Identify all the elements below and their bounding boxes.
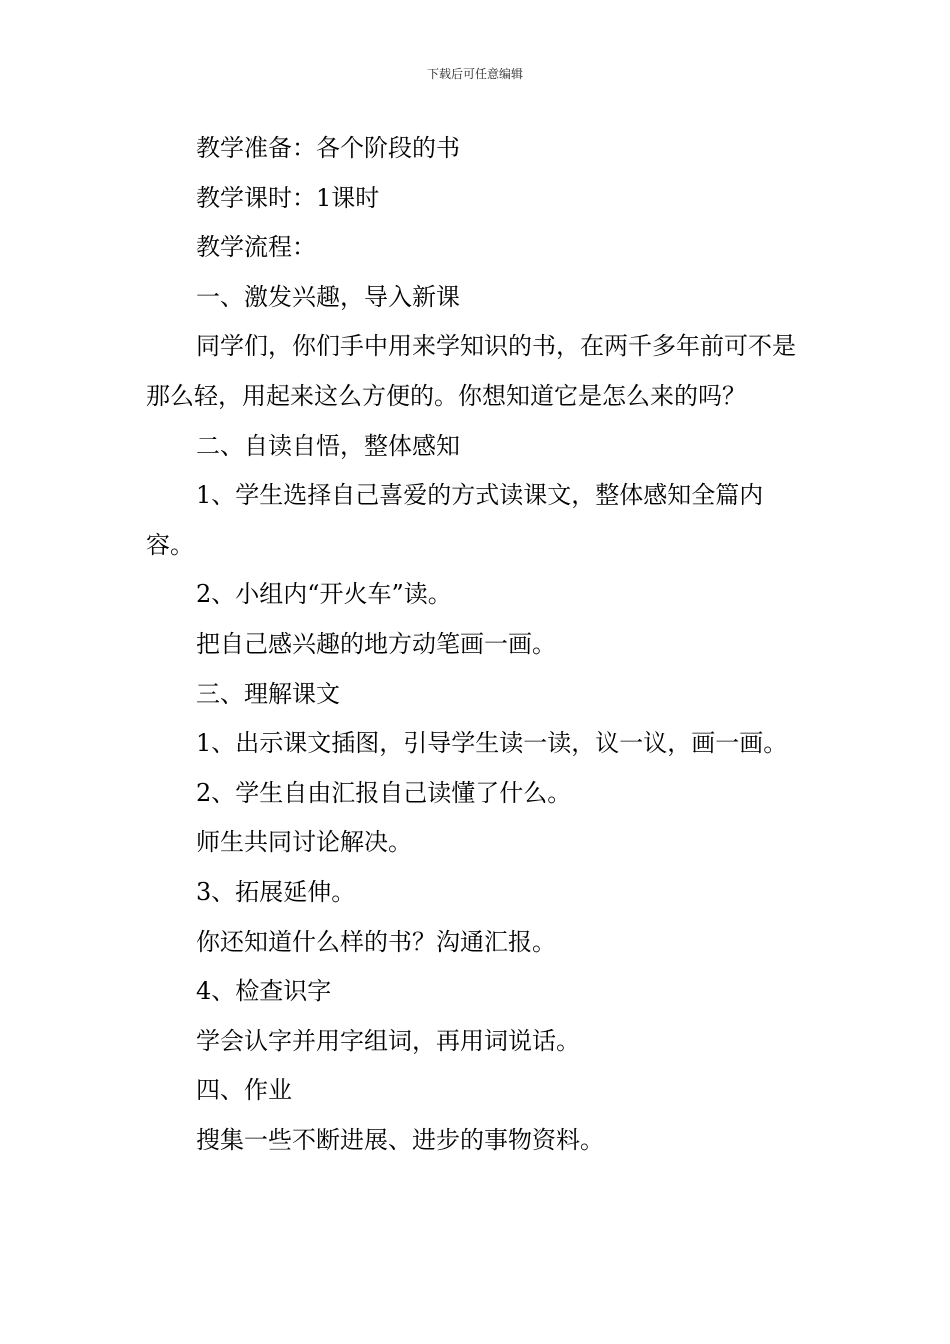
paragraph-text: 搜集一些不断进展、进步的事物资料。 xyxy=(196,1125,604,1154)
paragraph-text: 学会认字并用字组词，再用词说话。 xyxy=(196,1026,580,1055)
paragraph-text: 把自己感兴趣的地方动笔画一画。 xyxy=(196,629,556,658)
document-body xyxy=(146,124,810,1165)
list-item: 1、学生选择自己喜爱的方式读课文，整体感知全篇内容。 xyxy=(146,481,764,559)
paragraph-class-hours: 教学课时：1课时 xyxy=(196,183,380,212)
list-item: 1、出示课文插图，引导学生读一读，议一议，画一画。 xyxy=(196,729,788,758)
section-heading-3: 三、理解课文 xyxy=(196,679,340,708)
paragraph-intro: 同学们，你们手中用来学知识的书，在两千多年前可不是那么轻，用起来这么方便的。你想知道它是怎么来的吗？ xyxy=(146,332,796,410)
section-heading-2: 二、自读自悟，整体感知 xyxy=(196,431,460,460)
paragraph-text: 你还知道什么样的书？沟通汇报。 xyxy=(196,927,556,956)
section-heading-4: 四、作业 xyxy=(196,1076,292,1105)
section-heading-1: 一、激发兴趣，导入新课 xyxy=(196,282,460,311)
list-item: 4、检查识字 xyxy=(196,977,332,1006)
list-item: 2、小组内“开火车”读。 xyxy=(196,580,452,609)
paragraph-process-heading: 教学流程： xyxy=(196,233,316,262)
list-item: 3、拓展延伸。 xyxy=(196,877,356,906)
paragraph-text: 师生共同讨论解决。 xyxy=(196,828,412,857)
header-note: 下载后可任意编辑 xyxy=(426,67,523,81)
paragraph-preparation: 教学准备：各个阶段的书 xyxy=(196,134,460,162)
list-item: 2、学生自由汇报自己读懂了什么。 xyxy=(196,778,572,807)
